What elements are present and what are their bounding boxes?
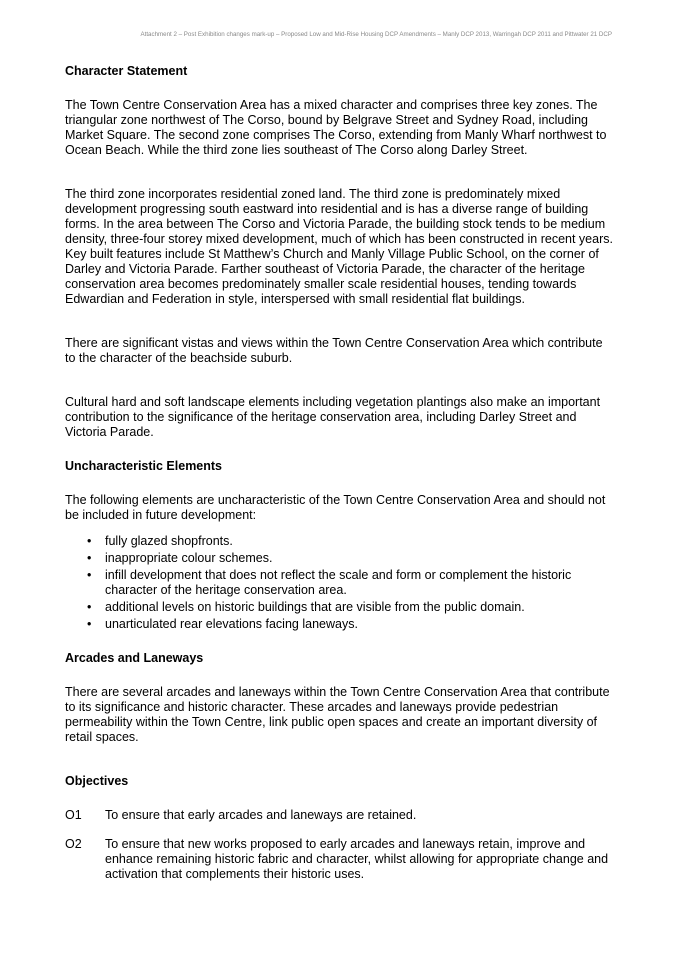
character-paragraph-2: The third zone incorporates residential zoned land. The third zone is predominately mixed development progressing south eastward into residential and is has a diverse range of building forms. In the area between The Corso and Victoria Parade, the building stock tends to be medium density, three-four storey mixed development, much of which has been constructed in recent years. Key built features include St Matthew’s Church and Manly Village Public School, on the corner of Darley and Victoria Parade. Farther southeast of Victoria Parade, the character of the heritage conservation area becomes predominately smaller scale residential houses, tending towards Edwardian and Federation in style, interspersed with small residential flat buildings.	[65, 187, 613, 306]
objective-text: To ensure that new works proposed to early arcades and laneways retain, improve and enhance remaining historic fabric and character, whilst allowing for appropriate change and activation that complements their historic uses.	[105, 837, 609, 881]
character-paragraph-3: There are significant vistas and views within the Town Centre Conservation Area which contribute to the character of the beachside suburb.	[65, 336, 603, 365]
bullet-icon: •	[87, 534, 92, 548]
character-statement-heading: Character Statement	[65, 64, 188, 78]
uncharacteristic-list	[65, 534, 613, 632]
list-item: • fully glazed shopfronts.	[87, 534, 233, 548]
page-header: Attachment 2 – Post Exhibition changes mark-up – Proposed Low and Mid-Rise Housing DCP Amendments – Manly DCP 2013, Warringah DCP 2011 and Pittwater 21 DCP	[140, 31, 612, 38]
character-paragraph-1: The Town Centre Conservation Area has a mixed character and comprises three key zones. The triangular zone northwest of The Corso, bound by Belgrave Street and Sydney Road, including Market Square. The second zone comprises The Corso, extending from Manly Wharf northwest to Ocean Beach. While the third zone lies southeast of The Corso along Darley Street.	[65, 98, 607, 157]
objective-text: To ensure that early arcades and laneways are retained.	[105, 808, 417, 822]
bullet-icon: •	[87, 551, 92, 565]
objective-item	[65, 837, 613, 882]
list-item: • additional levels on historic buildings that are visible from the public domain.	[87, 600, 525, 614]
bullet-icon: •	[87, 617, 92, 631]
objectives-heading: Objectives	[65, 774, 129, 788]
list-item: • unarticulated rear elevations facing laneways.	[87, 617, 358, 631]
character-paragraph-4: Cultural hard and soft landscape elements including vegetation plantings also make an important contribution to the significance of the heritage conservation area, including Darley Street and Victoria Parade.	[65, 395, 601, 439]
arcades-heading: Arcades and Laneways	[65, 651, 204, 665]
bullet-icon: •	[87, 568, 92, 582]
list-item: • infill development that does not reflect the scale and form or complement the historic character of the heritage conservation area.	[87, 568, 572, 597]
bullet-icon: •	[87, 600, 92, 614]
arcades-paragraph: There are several arcades and laneways within the Town Centre Conservation Area that contribute to its significance and historic character. These arcades and laneways provide pedestrian permeability within the Town Centre, link public open spaces and create an important diversity of retail spaces.	[65, 685, 610, 744]
uncharacteristic-heading: Uncharacteristic Elements	[65, 459, 223, 473]
uncharacteristic-intro: The following elements are uncharacteristic of the Town Centre Conservation Area and should not be included in future development:	[65, 493, 606, 522]
objective-number: O1	[65, 808, 82, 822]
objective-item	[65, 808, 613, 823]
document-body	[65, 64, 613, 882]
objective-number: O2	[65, 837, 82, 851]
list-item: • inappropriate colour schemes.	[87, 551, 273, 565]
